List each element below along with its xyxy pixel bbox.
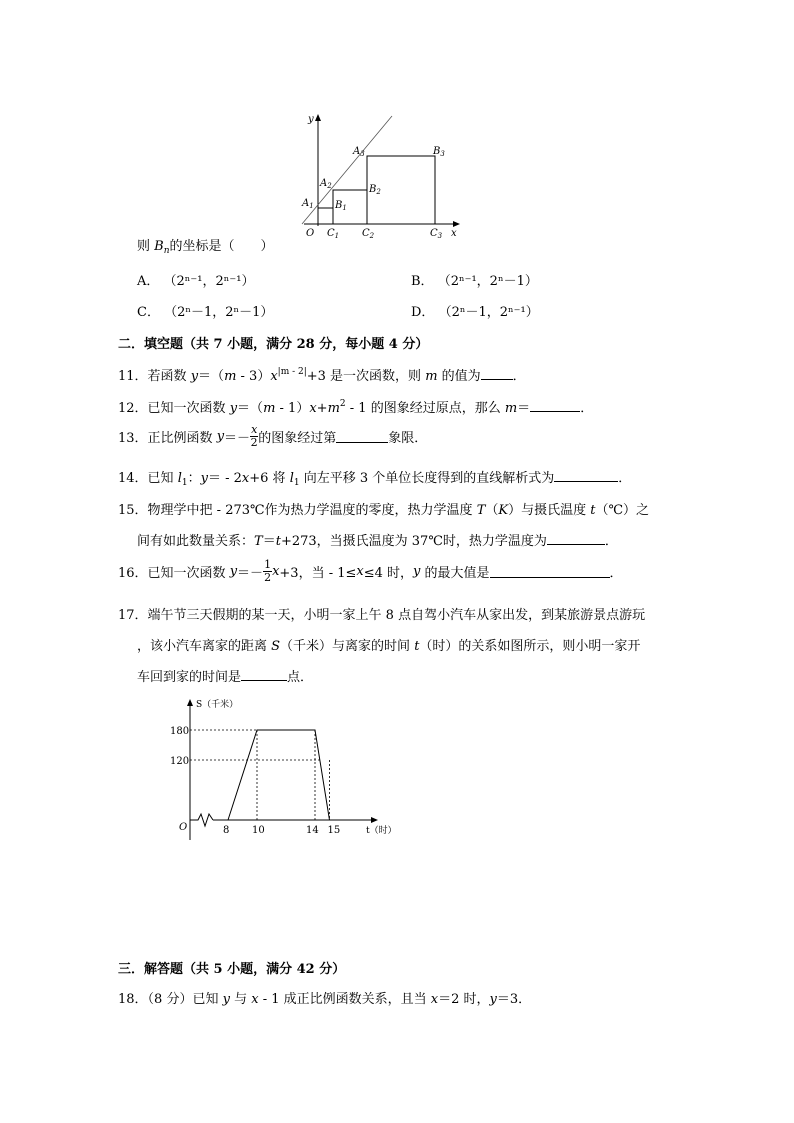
- chart-x-label: t（时）: [366, 826, 397, 836]
- square-staircase-figure: [296, 112, 466, 242]
- answer-blank-15[interactable]: [547, 532, 605, 545]
- question-12: 12．已知一次函数 $y=(m - 1)x+m^2 - 1$ 的图象经过原点，那么 m＝ ．: [118, 399, 594, 416]
- chart-x-tick-10: 10: [252, 825, 265, 836]
- question-14: 14．已知 $l_1$：y＝ - 2x+6 将 $l_1$ 向左平移 3 个单位长度得到的直线解析式为 ．: [118, 471, 632, 488]
- question-18: 18．（8 分）已知 y 与 x - 1 成正比例函数关系，且当 x＝2 时，y＝3．: [118, 992, 532, 1007]
- option-c-text: （2ⁿ－1，2ⁿ－1）: [164, 305, 274, 320]
- q10-option-a[interactable]: A． （2ⁿ⁻¹，2ⁿ⁻¹）: [137, 274, 255, 289]
- question-13: 13．正比例函数 y＝－ $\frac{x}{2}$ 的图象经过第 象限．: [118, 423, 428, 449]
- question-11: 11．若函数 $y=(m - 3)x^{|m - 2|}+3$ 是一次函数，则 m 的值为 ．: [118, 367, 526, 384]
- option-a-text: （2ⁿ⁻¹，2ⁿ⁻¹）: [163, 274, 255, 289]
- q10-prompt: 则 $B_n$的坐标是（ ）: [137, 239, 274, 256]
- answer-blank-11[interactable]: [481, 367, 513, 380]
- chart-x-tick-15: 15: [327, 825, 341, 836]
- question-15-line-1: 15．物理学中把 - 273℃作为热力学温度的零度，热力学温度 T（K）与摄氏温度 t（℃）之: [118, 503, 650, 518]
- question-17-line-3: 车回到家的时间是 点．: [137, 670, 314, 685]
- chart-y-tick-120: 120: [170, 756, 190, 767]
- section-3-title: 三．解答题（共 5 小题，满分 42 分）: [118, 962, 346, 977]
- label-A2: $A_2$: [320, 178, 332, 190]
- y-axis-arrow: [315, 114, 321, 121]
- q10-option-b[interactable]: B． （2ⁿ⁻¹，2ⁿ－1）: [411, 274, 538, 289]
- label-B3: $B_3$: [433, 146, 445, 158]
- origin-label: O: [306, 228, 315, 239]
- q10-option-c[interactable]: C． （2ⁿ－1，2ⁿ－1）: [137, 305, 274, 320]
- question-17-line-1: 17．端午节三天假期的某一天，小明一家上午 8 点自驾小汽车从家出发，到某旅游景点游玩: [118, 608, 646, 623]
- label-C2: $C_2$: [362, 228, 375, 240]
- question-17-line-2: ，该小汽车离家的距离 S（千米）与离家的时间 t（时）的关系如图所示，则小明一家开: [137, 639, 641, 654]
- label-A3: $A_3$: [353, 146, 365, 158]
- label-C3: $C_3$: [430, 228, 443, 240]
- question-16: 16．已知一次函数 y＝－ $\frac{1}{2}$ x+3，当 - 1≤x≤4 时，y 的最大值是 ．: [118, 558, 623, 584]
- square-1: [318, 208, 333, 224]
- chart-x-axis-break: [190, 814, 213, 826]
- chart-origin: O: [179, 822, 188, 833]
- option-b-text: （2ⁿ⁻¹，2ⁿ－1）: [437, 274, 538, 289]
- question-15-line-2: 间有如此数量关系：T＝t+273，当摄氏温度为 37℃时，热力学温度为 ．: [137, 534, 618, 549]
- section-2-title: 二．填空题（共 7 小题，满分 28 分，每小题 4 分）: [118, 337, 429, 352]
- label-B1: $B_1$: [335, 200, 347, 212]
- answer-blank-12[interactable]: [530, 399, 580, 412]
- chart-x-tick-14: 14: [306, 825, 319, 836]
- option-d-text: （2ⁿ－1，2ⁿ⁻¹）: [438, 305, 539, 320]
- distance-time-chart: [168, 695, 408, 845]
- chart-y-axis-arrow: [187, 699, 193, 706]
- x-axis-arrow: [453, 221, 460, 227]
- answer-blank-17[interactable]: [241, 668, 287, 681]
- x-label: x: [451, 228, 457, 239]
- label-C1: $C_1$: [327, 228, 340, 240]
- label-B2: $B_2$: [369, 184, 381, 196]
- answer-blank-16[interactable]: [490, 565, 610, 578]
- fraction-x-over-2: $\frac{x}{2}$: [250, 423, 258, 449]
- chart-series-line: [228, 730, 330, 820]
- diagonal-line: [302, 116, 392, 224]
- chart-y-label: S（千米）: [196, 700, 239, 710]
- chart-x-axis-arrow: [371, 817, 378, 823]
- y-label: y: [308, 114, 314, 125]
- q10-option-d[interactable]: D． （2ⁿ－1，2ⁿ⁻¹）: [411, 305, 539, 320]
- answer-blank-14[interactable]: [554, 469, 618, 482]
- label-A1: $A_1$: [302, 198, 314, 210]
- chart-y-tick-180: 180: [170, 726, 190, 737]
- chart-x-tick-8: 8: [223, 825, 230, 836]
- answer-blank-13[interactable]: [336, 430, 388, 443]
- fraction-1-over-2: $\frac{1}{2}$: [264, 558, 272, 584]
